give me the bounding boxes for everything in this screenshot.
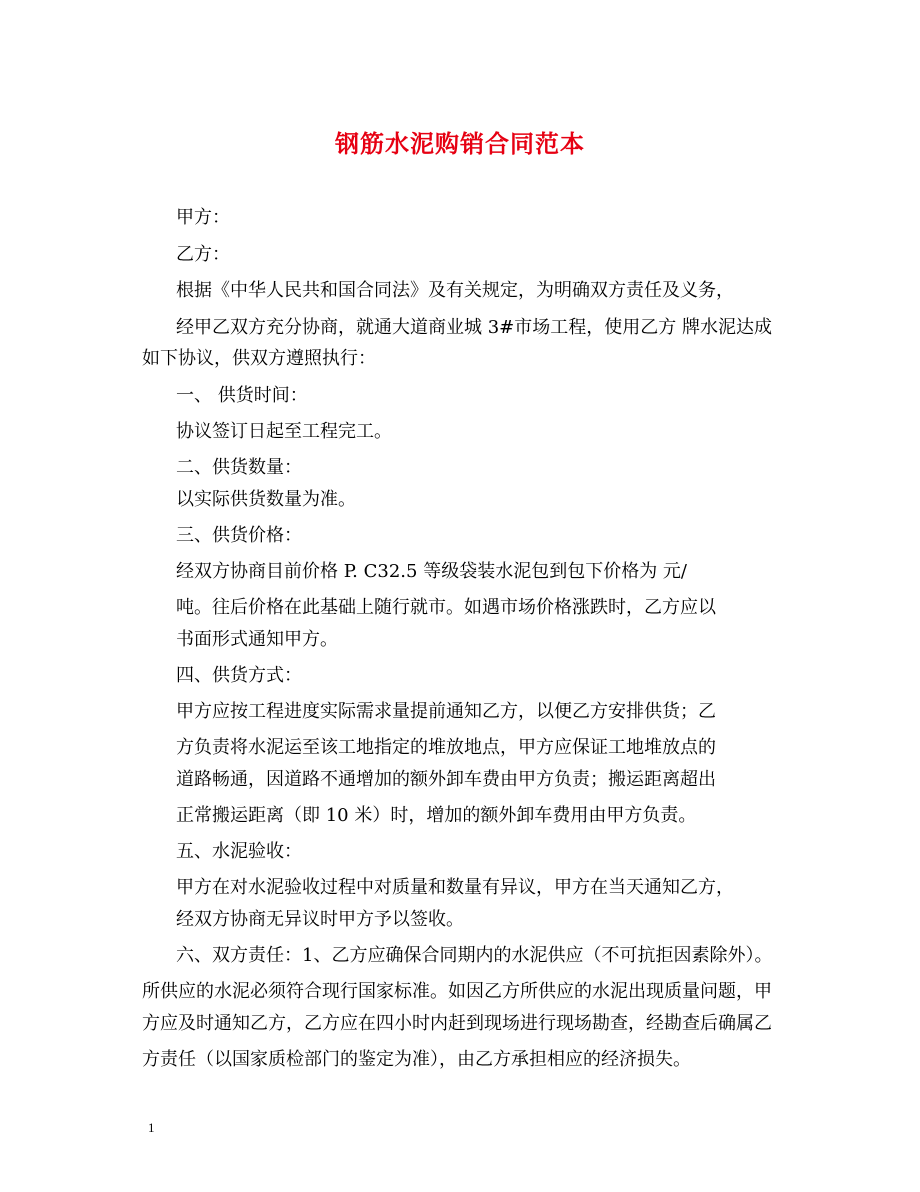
paragraph-line: 根据《中华人民共和国合同法》及有关规定，为明确双方责任及义务， <box>176 280 734 301</box>
section-heading: 二、供货数量： <box>176 457 302 478</box>
party-a-line: 甲方： <box>176 207 230 228</box>
paragraph-line: 甲方应按工程进度实际需求量提前通知乙方，以便乙方安排供货；乙 <box>176 701 716 722</box>
document-title: 钢筋水泥购销合同范本 <box>335 129 585 158</box>
paragraph-line: 经甲乙双方充分协商，就通大道商业城 3#市场工程，使用乙方 牌水泥达成 <box>176 317 772 338</box>
page-number: 1 <box>148 1120 155 1135</box>
paragraph-line: 协议签订日起至工程完工。 <box>176 421 392 442</box>
party-b-line: 乙方： <box>176 244 230 265</box>
section-heading: 四、供货方式： <box>176 665 302 686</box>
section-heading: 一、 供货时间： <box>176 385 308 406</box>
paragraph-line: 方应及时通知乙方，乙方应在四小时内赶到现场进行现场勘查，经勘查后确属乙 <box>142 1013 772 1034</box>
paragraph-line: 道路畅通，因道路不通增加的额外卸车费由甲方负责；搬运距离超出 <box>176 769 716 790</box>
section-heading: 三、供货价格： <box>176 525 302 546</box>
paragraph-line: 方负责将水泥运至该工地指定的堆放地点，甲方应保证工地堆放点的 <box>176 737 716 758</box>
paragraph-line: 如下协议，供双方遵照执行： <box>142 348 376 369</box>
paragraph-line: 经双方协商目前价格 P. C32.5 等级袋装水泥包到包下价格为 元/ <box>176 561 687 582</box>
section-heading: 五、水泥验收： <box>176 841 302 862</box>
paragraph-line: 吨。往后价格在此基础上随行就市。如遇市场价格涨跌时，乙方应以 <box>176 597 716 618</box>
paragraph-line: 方责任（以国家质检部门的鉴定为准），由乙方承担相应的经济损失。 <box>142 1049 691 1070</box>
paragraph-line: 书面形式通知甲方。 <box>176 629 338 650</box>
paragraph-line: 甲方在对水泥验收过程中对质量和数量有异议，甲方在当天通知乙方， <box>176 877 734 898</box>
paragraph-line: 正常搬运距离（即 10 米）时，增加的额外卸车费用由甲方负责。 <box>176 805 697 826</box>
paragraph-line: 经双方协商无异议时甲方予以签收。 <box>176 909 464 930</box>
paragraph-line: 所供应的水泥必须符合现行国家标准。如因乙方所供应的水泥出现质量问题，甲 <box>142 981 772 1002</box>
paragraph-line: 以实际供货数量为准。 <box>176 489 356 510</box>
paragraph-line: 六、双方责任：1、乙方应确保合同期内的水泥供应（不可抗拒因素除外）。 <box>176 945 773 966</box>
